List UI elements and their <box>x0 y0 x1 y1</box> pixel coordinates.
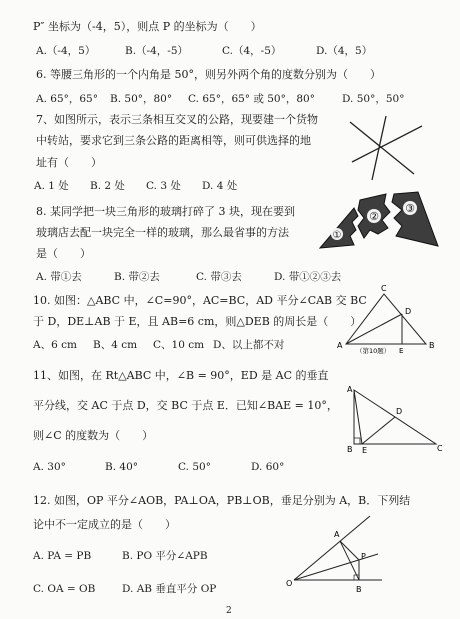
q7-roads-figure <box>348 116 424 182</box>
q8-line-1: 8. 某同学把一块三角形的玻璃打碎了 3 块，现在要到 <box>36 205 295 218</box>
glass-piece-2-label: ② <box>369 210 379 223</box>
label-a: A <box>347 385 353 394</box>
q8-option-b: B. 带②去 <box>114 271 160 283</box>
label-a: A <box>337 341 343 350</box>
q6-option-d: D. 50°，50° <box>342 93 405 105</box>
label-d: D <box>405 307 412 316</box>
q6-option-c: C. 65°，65° 或 50°，80° <box>188 93 315 105</box>
glass-piece-1-label: ① <box>332 230 342 241</box>
label-o: O <box>286 579 293 588</box>
q8-line-2: 玻璃店去配一块完全一样的玻璃，那么最省事的方法 <box>36 226 289 239</box>
glass-piece-3-label: ③ <box>405 202 415 215</box>
q5-option-c: C.（4，-5） <box>222 45 282 57</box>
glass-piece-1 <box>320 208 358 248</box>
q11-option-c: C. 50° <box>178 461 211 473</box>
q8-broken-glass-figure <box>318 190 440 252</box>
q12-line-1: 12. 如图，OP 平分∠AOB，PA⊥OA，PB⊥OB，垂足分别为 A，B．下列结 <box>33 494 411 507</box>
label-d: D <box>396 407 403 416</box>
segment-ae <box>354 390 362 444</box>
q7-option-c: C. 3 处 <box>146 180 181 192</box>
bisector-de <box>362 417 395 444</box>
q6-stem: 6. 等腰三角形的一个内角是 50°，则另外两个角的度数分别为（ ） <box>36 68 381 81</box>
q12-option-c: C. OA = OB <box>33 583 96 595</box>
q10-line-2: 于 D，DE⊥AB 于 E，且 AB=6 cm，则△DEB 的周长是（ ） <box>33 315 362 328</box>
q7-option-d: D. 4 处 <box>202 180 238 192</box>
q12-angle-bisector-figure <box>286 514 386 600</box>
q8-option-c: C. 带③去 <box>196 271 242 283</box>
right-angle-b <box>354 438 360 444</box>
q11-option-a: A. 30° <box>33 461 66 473</box>
q11-option-d: D. 60° <box>251 461 285 473</box>
q10-option-d: D、以上都不对 <box>213 339 285 351</box>
q8-option-d: D. 带①②③去 <box>274 271 342 283</box>
q10-line-1: 10. 如图：△ABC 中，∠C=90°，AC=BC，AD 平分∠CAB 交 BC <box>33 294 367 307</box>
q11-right-triangle-figure <box>340 384 444 456</box>
q11-option-b: B. 40° <box>105 461 139 473</box>
q7-line-3: 址有（ ） <box>36 156 102 169</box>
q5-option-d: D.（4，5） <box>316 45 373 57</box>
q8-line-3: 是（ ） <box>36 247 91 260</box>
road-line-3 <box>372 116 386 180</box>
bisector-ad <box>346 314 402 344</box>
label-a: A <box>334 530 340 539</box>
q11-line-2: 平分线，交 AC 于点 D，交 BC 于点 E．已知∠BAE = 10°， <box>33 399 338 412</box>
q10-option-c: C、10 cm <box>153 339 205 351</box>
q10-option-b: B、4 cm <box>93 339 138 351</box>
q6-option-b: B. 50°，80° <box>110 93 173 105</box>
q5-option-a: A.（-4，5） <box>36 45 96 57</box>
q12-option-d: D. AB 垂直平分 OP <box>122 583 217 595</box>
segment-pa <box>340 541 359 560</box>
q7-line-2: 中转站，要求它到三条公路的距离相等，则可供选择的地 <box>36 134 311 147</box>
road-line-1 <box>350 122 414 174</box>
glass-piece-3 <box>392 192 438 246</box>
q11-line-3: 则∠C 的度数为（ ） <box>33 429 154 442</box>
label-b: B <box>356 585 362 594</box>
label-c: C <box>381 284 387 293</box>
q12-option-a: A. PA = PB <box>33 550 92 562</box>
q10-triangle-figure <box>336 282 440 358</box>
label-e: E <box>362 446 368 455</box>
q12-line-2: 论中不一定成立的是（ ） <box>33 518 176 531</box>
q5-stem: P″ 坐标为（-4，5），则点 P 的坐标为（ ） <box>33 20 262 33</box>
q8-option-a: A. 带①去 <box>36 271 82 283</box>
label-b: B <box>347 445 353 454</box>
label-e: E <box>399 347 404 355</box>
page-number: 2 <box>226 606 232 616</box>
label-p: P <box>361 552 366 561</box>
label-b: B <box>429 341 435 350</box>
q6-option-a: A. 65°，65° <box>36 93 98 105</box>
q10-option-a: A、6 cm <box>33 339 77 351</box>
figure-caption: （第10题） <box>356 347 391 355</box>
q7-option-b: B. 2 处 <box>90 180 125 192</box>
triangle-abc <box>346 294 426 344</box>
q7-option-a: A. 1 处 <box>34 180 69 192</box>
q12-option-b: B. PO 平分∠APB <box>122 550 208 562</box>
q11-line-1: 11、如图，在 Rt△ABC 中，∠B = 90°，ED 是 AC 的垂直 <box>33 369 329 382</box>
label-c: C <box>437 444 443 453</box>
q5-option-b: B.（-4，-5） <box>125 45 189 57</box>
q7-line-1: 7、如图所示，表示三条相互交叉的公路，现要建一个货物 <box>36 113 318 126</box>
